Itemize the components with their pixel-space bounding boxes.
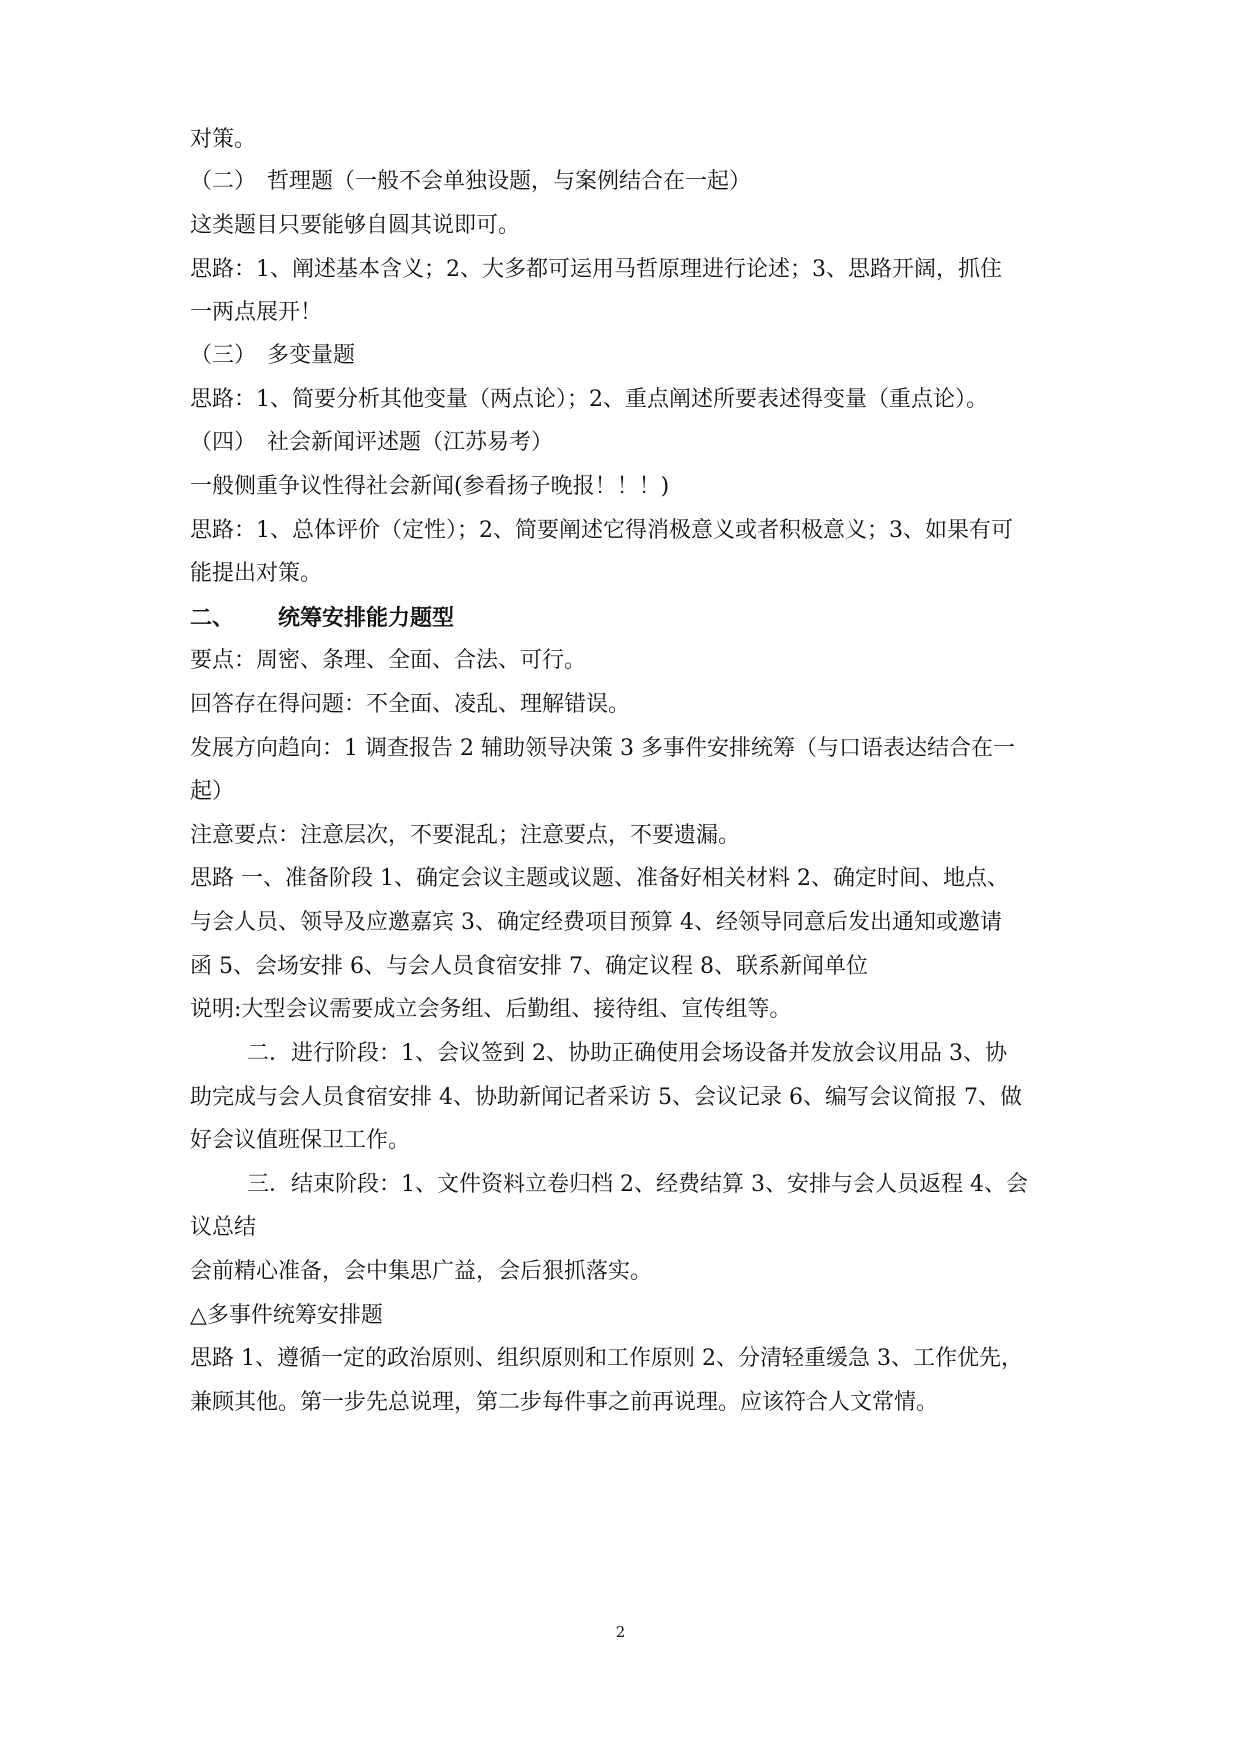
text-line: 思路：1、总体评价（定性）；2、简要阐述它得消极意义或者积极意义；3、如果有可	[190, 518, 1013, 543]
text-line: 起）	[190, 779, 235, 804]
text-line: 思路：1、简要分析其他变量（两点论）；2、重点阐述所要表述得变量（重点论）。	[190, 387, 988, 412]
chapter-heading	[190, 604, 1070, 632]
chapter-heading-number: 二、	[190, 605, 235, 631]
chapter-heading-title: 统筹安排能力题型	[278, 605, 455, 631]
text-line: 思路 一、准备阶段 1、确定会议主题或议题、准备好相关材料 2、确定时间、地点、	[190, 866, 1009, 891]
text-line: 二．进行阶段：1、会议签到 2、协助正确使用会场设备并发放会议用品 3、协	[247, 1041, 1007, 1066]
text-line: 好会议值班保卫工作。	[190, 1128, 411, 1153]
text-line: 注意要点：注意层次，不要混乱；注意要点，不要遗漏。	[190, 823, 741, 848]
text-line: 兼顾其他。第一步先总说理，第二步每件事之前再说理。应该符合人文常情。	[190, 1390, 939, 1415]
text-line: 发展方向趋向：1 调查报告 2 辅助领导决策 3 多事件安排统筹（与口语表达结合在一	[190, 736, 1015, 761]
page-number: 2	[615, 1623, 626, 1641]
text-line: 三．结束阶段：1、文件资料立卷归档 2、经费结算 3、安排与会人员返程 4、会	[247, 1172, 1028, 1197]
section-heading: （二） 哲理题（一般不会单独设题，与案例结合在一起）	[190, 169, 752, 194]
section-heading: （四） 社会新闻评述题（江苏易考）	[190, 430, 554, 455]
text-line: 思路：1、阐述基本含义；2、大多都可运用马哲原理进行论述；3、思路开阔，抓住	[190, 257, 1002, 282]
text-line: 一两点展开！	[190, 300, 323, 325]
text-line: 思路 1、遵循一定的政治原则、组织原则和工作原则 2、分清轻重缓急 3、工作优先，	[190, 1346, 1023, 1371]
text-line: 助完成与会人员食宿安排 4、协助新闻记者采访 5、会议记录 6、编写会议简报 7、做	[190, 1085, 1022, 1110]
text-line: 这类题目只要能够自圆其说即可。	[190, 213, 521, 238]
text-line: 说明:大型会议需要成立会务组、后勤组、接待组、宣传组等。	[190, 997, 792, 1022]
text-line: 能提出对策。	[190, 561, 323, 586]
text-line: 议总结	[190, 1215, 257, 1240]
text-line: 一般侧重争议性得社会新闻(参看扬子晚报！！！)	[190, 474, 670, 499]
text-line: 回答存在得问题：不全面、凌乱、理解错误。	[190, 692, 631, 717]
text-line: 函 5、会场安排 6、与会人员食宿安排 7、确定议程 8、联系新闻单位	[190, 954, 868, 979]
text-line: △多事件统筹安排题	[190, 1303, 383, 1328]
text-line: 对策。	[190, 127, 257, 152]
section-heading: （三） 多变量题	[190, 343, 356, 368]
text-line: 与会人员、领导及应邀嘉宾 3、确定经费项目预算 4、经领导同意后发出通知或邀请	[190, 910, 1002, 935]
text-line: 会前精心准备，会中集思广益，会后狠抓落实。	[190, 1259, 653, 1284]
text-line: 要点：周密、条理、全面、合法、可行。	[190, 648, 587, 673]
